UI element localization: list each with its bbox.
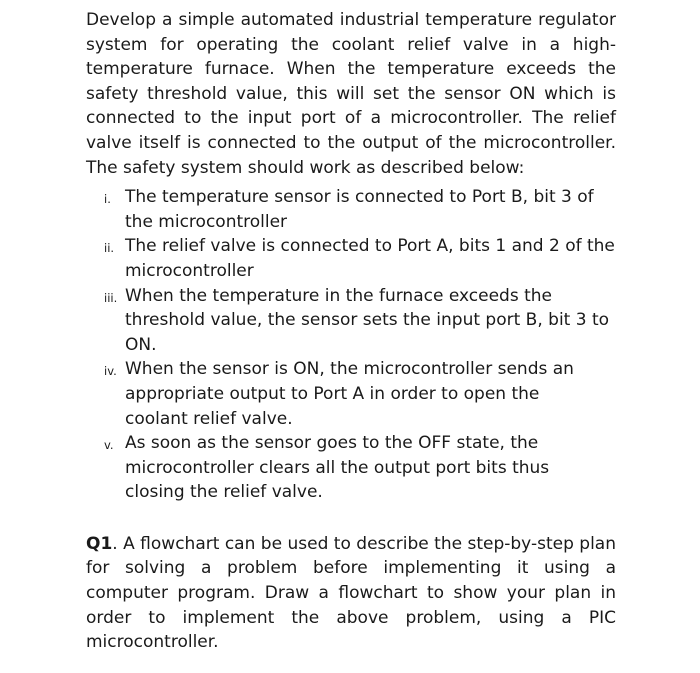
requirement-text: As soon as the sensor goes to the OFF state, the microcontroller clears all the output port bits thus closing the relief valve. (125, 433, 550, 503)
requirement-item (86, 234, 616, 283)
requirement-text: The relief valve is connected to Port A, bits 1 and 2 of the microcontroller (125, 236, 615, 281)
requirement-marker: v. (104, 438, 114, 453)
question-text: . A flowchart can be used to describe the step-by-step plan for solving a problem before implementing it using a computer program. Draw a flowchart to show your plan in order to implement the above problem, using a PIC microcontroller. (86, 533, 616, 653)
requirement-item (86, 185, 616, 234)
requirement-marker: ii. (104, 241, 115, 256)
requirement-marker: i. (104, 192, 111, 207)
requirements-list (86, 185, 616, 505)
intro-paragraph: Develop a simple automated industrial temperature regulator system for operating the coolant relief valve in a high-temperature furnace. When the temperature exceeds the safety threshold value, this will set the sensor ON which is connected to the input port of a microcontroller. The relief valve itself is connected to the output of the microcontroller. The safety system should work as described below: (86, 10, 616, 178)
requirement-marker: iv. (104, 364, 117, 379)
question-label: Q1 (86, 533, 113, 554)
question-paragraph (86, 532, 616, 655)
requirement-text: When the temperature in the furnace exceeds the threshold value, the sensor sets the input port B, bit 3 to ON. (125, 285, 610, 355)
requirement-text: The temperature sensor is connected to Port B, bit 3 of the microcontroller (125, 187, 594, 232)
requirement-marker: iii. (104, 290, 118, 305)
requirement-item (86, 357, 616, 431)
requirement-item (86, 284, 616, 358)
requirement-item (86, 431, 616, 505)
requirement-text: When the sensor is ON, the microcontroller sends an appropriate output to Port A in order to open the coolant relief valve. (125, 359, 574, 429)
